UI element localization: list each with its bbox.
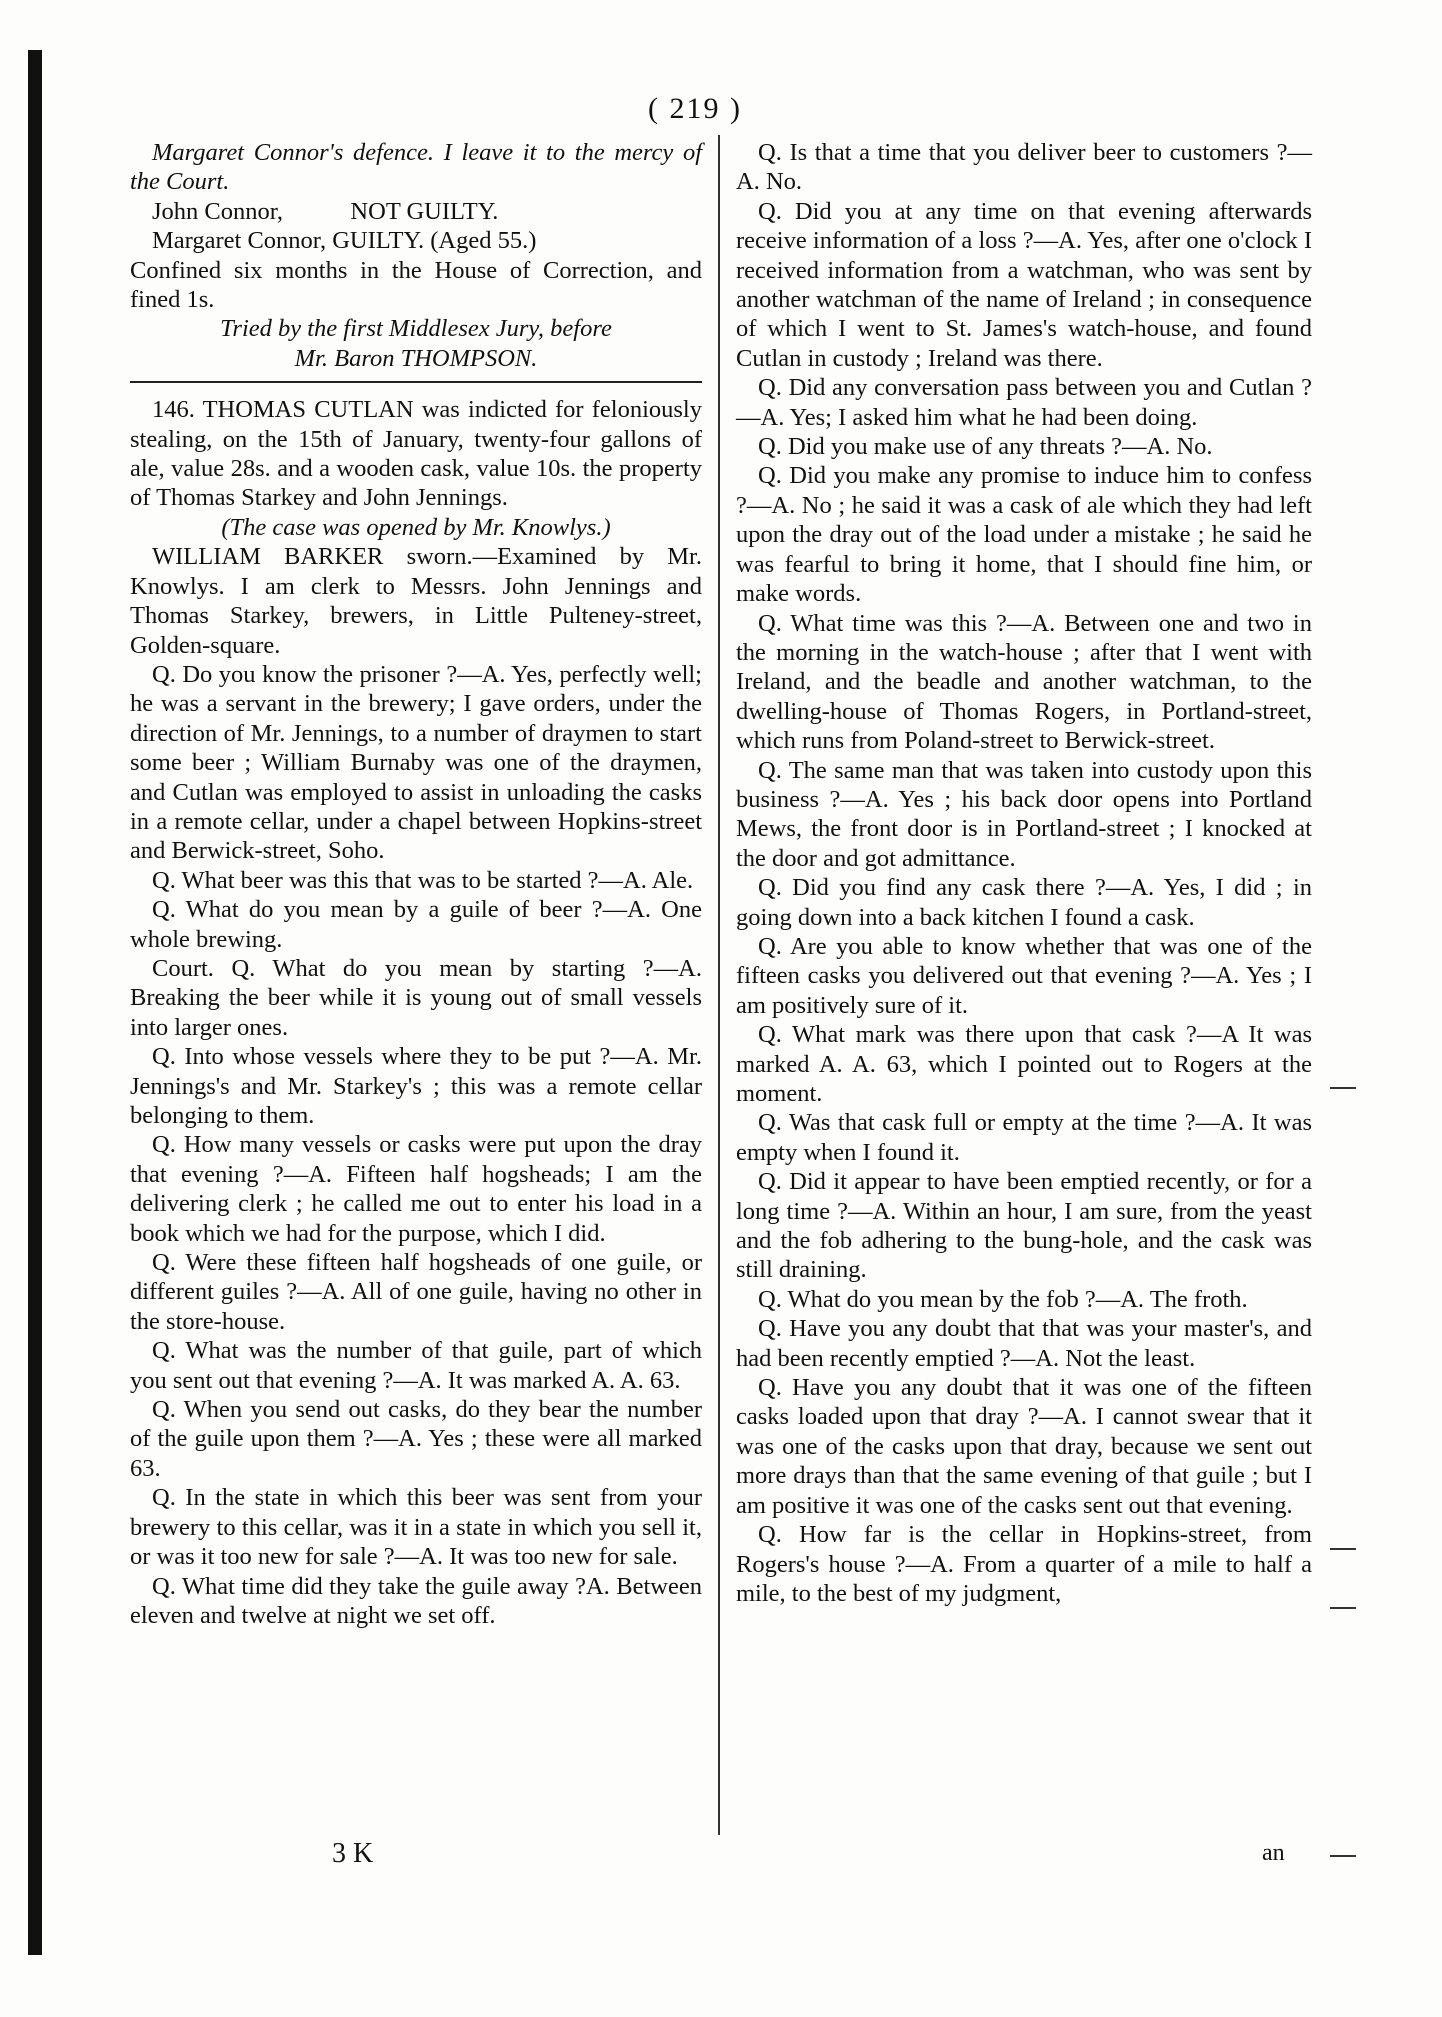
catchword: an bbox=[1262, 1840, 1285, 1866]
margin-mark bbox=[1330, 1548, 1356, 1550]
testimony-paragraph: Q. What was the number of that guile, part of which you sent out that evening ?—A. It was marked A. A. 63. bbox=[130, 1337, 702, 1394]
testimony-paragraph: Q. What do you mean by the fob ?—A. The froth. bbox=[758, 1285, 1248, 1313]
page-number: ( 219 ) bbox=[648, 92, 742, 125]
verdict-margaret: Margaret Connor, GUILTY. (Aged 55.) bbox=[152, 227, 537, 255]
testimony-paragraph: Q. Was that cask full or empty at the time ?—A. It was empty when I found it. bbox=[736, 1109, 1312, 1166]
signature-mark: 3 K bbox=[332, 1838, 374, 1869]
sentence: Confined six months in the House of Correction, and fined 1s. bbox=[130, 256, 702, 314]
indictment: 146. THOMAS CUTLAN was indicted for feloniously stealing, on the 15th of January, twenty-four gallons of ale, value 28s. and a wooden cask, value 10s. the property of Thomas Starkey and John Jennings. bbox=[130, 396, 702, 512]
testimony-paragraph: Q. In the state in which this beer was sent from your brewery to this cellar, was it in a state in which you sell it, or was it too new for sale ?—A. It was too new for sale. bbox=[130, 1484, 702, 1571]
testimony-paragraph: Q. Did any conversation pass between you and Cutlan ?—A. Yes; I asked him what he had been doing. bbox=[736, 374, 1312, 431]
testimony-paragraph: Q. Is that a time that you deliver beer to customers ?—A. No. bbox=[736, 139, 1312, 196]
testimony-paragraph: Q. When you send out casks, do they bear the number of the guile upon them ?—A. Yes ; these were all marked 63. bbox=[130, 1396, 702, 1482]
testimony-paragraph: Q. Are you able to know whether that was one of the fifteen casks you delivered out that evening ?—A. Yes ; I am positively sure of it. bbox=[736, 932, 1312, 1019]
verdict-john: John Connor, NOT GUILTY. bbox=[152, 197, 499, 225]
witness-sworn: WILLIAM BARKER sworn.—Examined by Mr. Knowlys. I am clerk to Messrs. John Jennings and Thomas Starkey, brewers, in Little Pulteney-street, Golden-square. bbox=[130, 543, 702, 659]
testimony-paragraph: Q. What mark was there upon that cask ?—A It was marked A. A. 63, which I pointed out to Rogers at the moment. bbox=[736, 1021, 1312, 1107]
testimony-paragraph: Q. What time did they take the guile away ?A. Between eleven and twelve at night we set off. bbox=[130, 1572, 702, 1629]
testimony-paragraph: Q. Do you know the prisoner ?—A. Yes, perfectly well; he was a servant in the brewery; I gave orders, under the direction of Mr. Jennings, to a number of draymen to start some beer ; William Burnaby was one of the draymen, and Cutlan was employed to assist in unloading the casks in a remote cellar, under a chapel between Hopkins-street and Berwick-street, Soho. bbox=[130, 660, 702, 865]
tried-by: Tried by the first Middlesex Jury, before bbox=[220, 315, 612, 343]
testimony-paragraph: Q. What do you mean by a guile of beer ?—A. One whole brewing. bbox=[130, 896, 702, 953]
margin-mark bbox=[1330, 1855, 1356, 1857]
case-opened-note: (The case was opened by Mr. Knowlys.) bbox=[221, 513, 611, 541]
margin-mark bbox=[1330, 1087, 1356, 1089]
testimony-paragraph: Q. Did it appear to have been emptied recently, or for a long time ?—A. Within an hour, I am sure, from the yeast and the fob adhering to the bung-hole, and the cask was still draining. bbox=[736, 1168, 1312, 1284]
margin-mark bbox=[1330, 1607, 1356, 1609]
case-separator-rule bbox=[130, 381, 702, 383]
testimony-paragraph: Q. How many vessels or casks were put upon the dray that evening ?—A. Fifteen half hogsheads; I am the delivering clerk ; he called me out to enter his load in a book which we had for the purpose, which I did. bbox=[130, 1131, 702, 1247]
testimony-paragraph: Q. Did you at any time on that evening afterwards receive information of a loss ?—A. Yes, after one o'clock I received information from a watchman, who was sent by another watchman of the name of Ireland ; in consequence of which I went to St. James's watch-house, and found Cutlan in custody ; Ireland was there. bbox=[736, 197, 1312, 372]
testimony-paragraph: Q. The same man that was taken into custody upon this business ?—A. Yes ; his back door opens into Portland Mews, the front door is in Portland-street ; I knocked at the door and got admittance. bbox=[736, 756, 1312, 872]
testimony-paragraph: Q. How far is the cellar in Hopkins-street, from Rogers's house ?—A. From a quarter of a mile to half a mile, to the best of my judgment, bbox=[736, 1521, 1312, 1607]
testimony-paragraph: Q. Did you make any promise to induce him to confess ?—A. No ; he said it was a cask of ale which they had left upon the dray out of the load under a mistake ; he said he was fearful to bring it home, that I should fine him, or make words. bbox=[736, 462, 1312, 608]
defence-line: Margaret Connor's defence. I leave it to the mercy of the Court. bbox=[130, 139, 702, 196]
testimony-paragraph: Q. Did you find any cask there ?—A. Yes, I did ; in going down into a back kitchen I found a cask. bbox=[736, 874, 1312, 931]
left-column bbox=[130, 138, 702, 1630]
testimony-paragraph: Q. Have you any doubt that that was your master's, and had been recently emptied ?—A. Not the least. bbox=[736, 1315, 1312, 1372]
testimony-paragraph: Court. Q. What do you mean by starting ?—A. Breaking the beer while it is young out of small vessels into larger ones. bbox=[130, 954, 702, 1041]
right-column bbox=[736, 138, 1312, 1608]
testimony-paragraph: Q. Were these fifteen half hogsheads of one guile, or different guiles ?—A. All of one guile, having no other in the store-house. bbox=[130, 1249, 702, 1335]
testimony-paragraph: Q. Into whose vessels where they to be put ?—A. Mr. Jennings's and Mr. Starkey's ; this was a remote cellar belonging to them. bbox=[130, 1043, 702, 1129]
testimony-paragraph: Q. What time was this ?—A. Between one and two in the morning in the watch-house ; after that I went with Ireland, and the beadle and another watchman, to the dwelling-house of Thomas Rogers, in Portland-street, which runs from Poland-street to Berwick-street. bbox=[736, 609, 1312, 755]
testimony-paragraph: Q. What beer was this that was to be started ?—A. Ale. bbox=[152, 866, 694, 894]
baron-name: Mr. Baron THOMPSON. bbox=[294, 344, 538, 372]
testimony-paragraph: Q. Did you make use of any threats ?—A. No. bbox=[758, 433, 1213, 461]
page-binding-edge bbox=[28, 50, 42, 1955]
column-divider bbox=[718, 135, 720, 1835]
testimony-paragraph: Q. Have you any doubt that it was one of the fifteen casks loaded upon that dray ?—A. I cannot swear that it was one of the casks upon that dray, because we sent out more drays than that the same evening of that guile ; but I am positive it was one of the casks sent out that evening. bbox=[736, 1374, 1312, 1519]
